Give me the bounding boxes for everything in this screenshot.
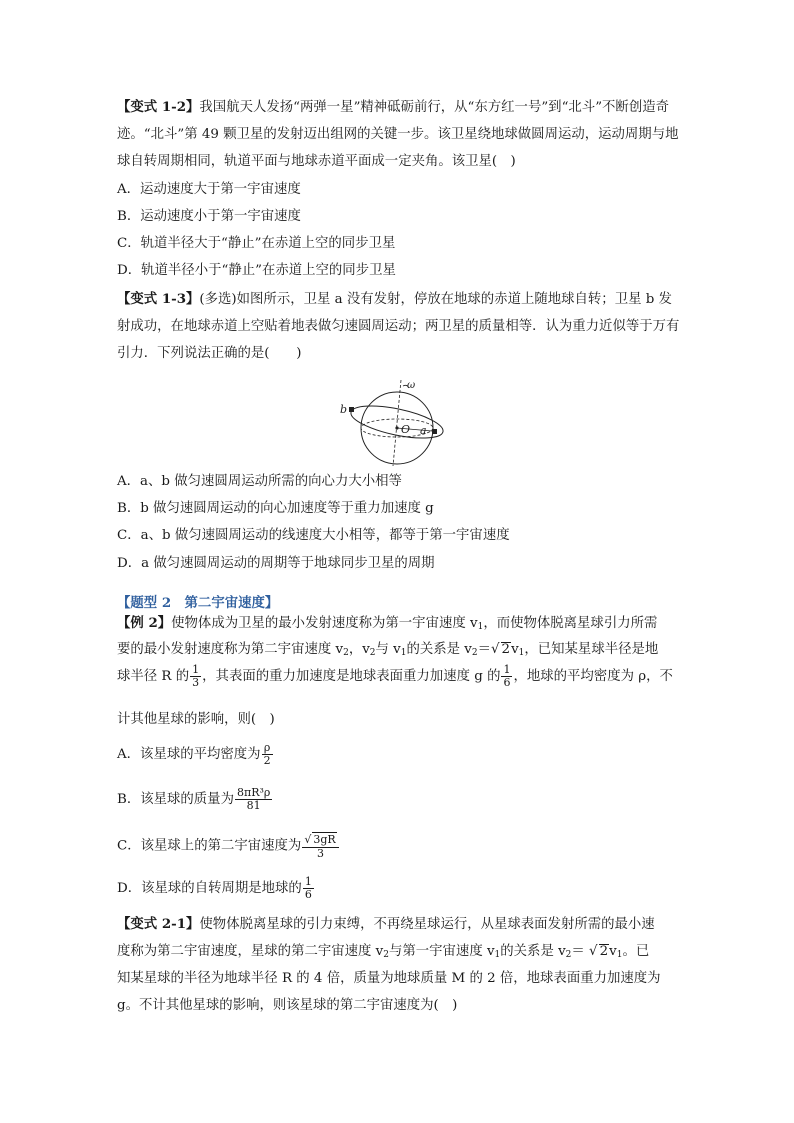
- text: 使物体成为卫星的最小发射速度称为第一宇宙速度 v: [171, 616, 478, 631]
- text: ，v: [348, 642, 370, 657]
- text: 度称为第二宇宙速度，星球的第二宇宙速度 v: [117, 944, 384, 959]
- option-c: C．轨道半径大于“静止”在赤道上空的同步卫星: [117, 236, 396, 251]
- text: B．该星球的质量为: [117, 792, 234, 807]
- question-variant-1-2: [117, 94, 683, 175]
- option-a: A．a、b 做匀速圆周运动所需的向心力大小相等: [117, 474, 402, 489]
- text: ，已知某星球半径是地: [524, 642, 659, 657]
- fraction-mass: [235, 787, 272, 812]
- question-variant-1-3: [117, 286, 683, 367]
- subscript: 1: [616, 950, 623, 960]
- option-b: B．b 做匀速圆周运动的向心加速度等于重力加速度 g: [117, 501, 434, 516]
- numerator: 1: [192, 663, 200, 676]
- option-d: [117, 876, 315, 901]
- text: C．该星球上的第二宇宙速度为: [117, 838, 302, 854]
- subscript: 1: [518, 648, 525, 658]
- numerator: 1: [503, 663, 511, 676]
- label-a: a: [420, 424, 427, 437]
- earth-diagram: [340, 378, 455, 468]
- variant-2-1-line-3: 知某星球的半径为地球半径 R 的 4 倍，质量为地球质量 M 的 2 倍，地球表面重力加速度为: [117, 971, 661, 986]
- numerator: √ 3gR: [302, 832, 338, 848]
- denominator: 2: [263, 754, 271, 767]
- denominator: 3: [192, 676, 200, 689]
- text: ，地球的平均密度为 ρ，不: [513, 669, 673, 684]
- option-b: [117, 787, 273, 812]
- numerator: ρ: [262, 742, 273, 755]
- example-2-line-3: [117, 664, 673, 689]
- subscript: 1: [477, 622, 484, 632]
- denominator: 3: [317, 847, 324, 860]
- subscript: 2: [565, 950, 572, 960]
- subscript: 2: [383, 950, 389, 960]
- text: 与第一宇宙速度 v: [388, 944, 495, 959]
- text: ，其表面的重力加速度是地球表面重力加速度 g 的: [202, 669, 501, 684]
- variant-2-1-line-2: 度称为第二宇宙速度，星球的第二宇宙速度 $v_2$与第一宇宙速度 $v_1$的关系是 $v_2=$ √ $2v_1$。已: [117, 944, 650, 960]
- question-tag: 【变式 2-1】: [117, 916, 200, 932]
- label-b: b: [340, 403, 348, 416]
- option-d: D．a 做匀速圆周运动的周期等于地球同步卫星的周期: [117, 556, 435, 571]
- sqrt-content: 2: [501, 642, 511, 657]
- omega-label: ω: [407, 380, 416, 391]
- question-tag: 【变式 1-2】: [117, 99, 200, 115]
- option-d: D．轨道半径小于“静止”在赤道上空的同步卫星: [117, 263, 396, 278]
- fraction-one-sixth: [501, 664, 512, 689]
- denominator: 81: [246, 799, 261, 812]
- text: v: [609, 944, 617, 959]
- text: 要的最小发射速度称为第二宇宙速度 v: [117, 642, 344, 657]
- text: 与 v: [375, 642, 401, 657]
- variant-2-1-line-4: g。不计其他星球的影响，则该星球的第二宇宙速度为( ): [117, 998, 458, 1013]
- variant-2-1-line-1: [117, 913, 655, 932]
- option-c: [117, 832, 340, 860]
- subscript: 2: [343, 648, 349, 658]
- numerator: 8πR³ρ: [236, 786, 271, 799]
- section-heading: 【题型 2 第二宇宙速度】: [117, 595, 279, 611]
- question-tag: 【例 2】: [117, 615, 172, 631]
- text: A．该星球的平均密度为: [117, 747, 261, 762]
- subscript: 1: [400, 648, 407, 658]
- question-text: (多选)如图所示，卫星 a 没有发射，停放在地球的赤道上随地球自转；卫星 b 发射成功，在地球赤道上空贴着地表做匀速圆周运动；两卫星的质量相等．认为重力近似等于万有引力．下列说法正确的是( ): [117, 292, 680, 361]
- subscript: 2: [369, 648, 376, 658]
- question-tag: 【变式 1-3】: [117, 291, 200, 307]
- fraction-one-sixth: [303, 876, 314, 901]
- text: 球半径 R 的: [117, 669, 190, 684]
- subscript: 1: [494, 950, 501, 960]
- question-text: 我国航天人发扬“两弹一星”精神砥砺前行，从“东方红一号”到“北斗”不断创造奇迹。“北斗”第 49 颗卫星的发射迈出组网的关键一步。该卫星绕地球做圆周运动，运动周期与地球自转周期相同，轨道平面与地球赤道平面成一定夹角。该卫星( ): [117, 100, 679, 169]
- text: 的关系是 v: [406, 642, 472, 657]
- fraction-velocity: [302, 832, 338, 860]
- option-b: B．运动速度小于第一宇宙速度: [117, 209, 301, 224]
- option-a: [117, 742, 274, 767]
- text: 使物体脱离星球的引力束缚，不再绕星球运行，从星球表面发射所需的最小速: [199, 917, 655, 932]
- text: 的关系是 v: [500, 944, 566, 959]
- subscript: 2: [471, 648, 478, 658]
- example-2-line-1: [117, 612, 657, 632]
- example-2-line-2: 要的最小发射速度称为第二宇宙速度 $v_2$，$v_2$与 $v_1$的关系是 $v_2=√$ $2v_1$，已知某星球半径是地: [117, 642, 659, 658]
- sqrt-content: 2: [599, 944, 609, 959]
- text: v: [511, 642, 519, 657]
- earth-satellite-figure: [340, 378, 455, 472]
- text: ，而使物体脱离星球引力所需: [483, 616, 658, 631]
- example-2-line-4: 计其他星球的影响，则( ): [117, 712, 275, 727]
- text: D．该星球的自转周期是地球的: [117, 881, 302, 896]
- fraction-one-third: [190, 664, 201, 689]
- denominator: 6: [304, 888, 312, 901]
- fraction-rho-half: [262, 742, 273, 767]
- denominator: 6: [503, 676, 511, 689]
- sqrt-content: 3gR: [313, 833, 336, 846]
- numerator: 1: [304, 875, 312, 888]
- text: ＝: [571, 944, 585, 959]
- option-a: A．运动速度大于第一宇宙速度: [117, 182, 301, 197]
- label-o: O: [401, 423, 411, 436]
- option-c: C．a、b 做匀速圆周运动的线速度大小相等，都等于第一宇宙速度: [117, 528, 510, 543]
- text: ＝: [477, 642, 491, 657]
- text: 。已: [622, 944, 650, 959]
